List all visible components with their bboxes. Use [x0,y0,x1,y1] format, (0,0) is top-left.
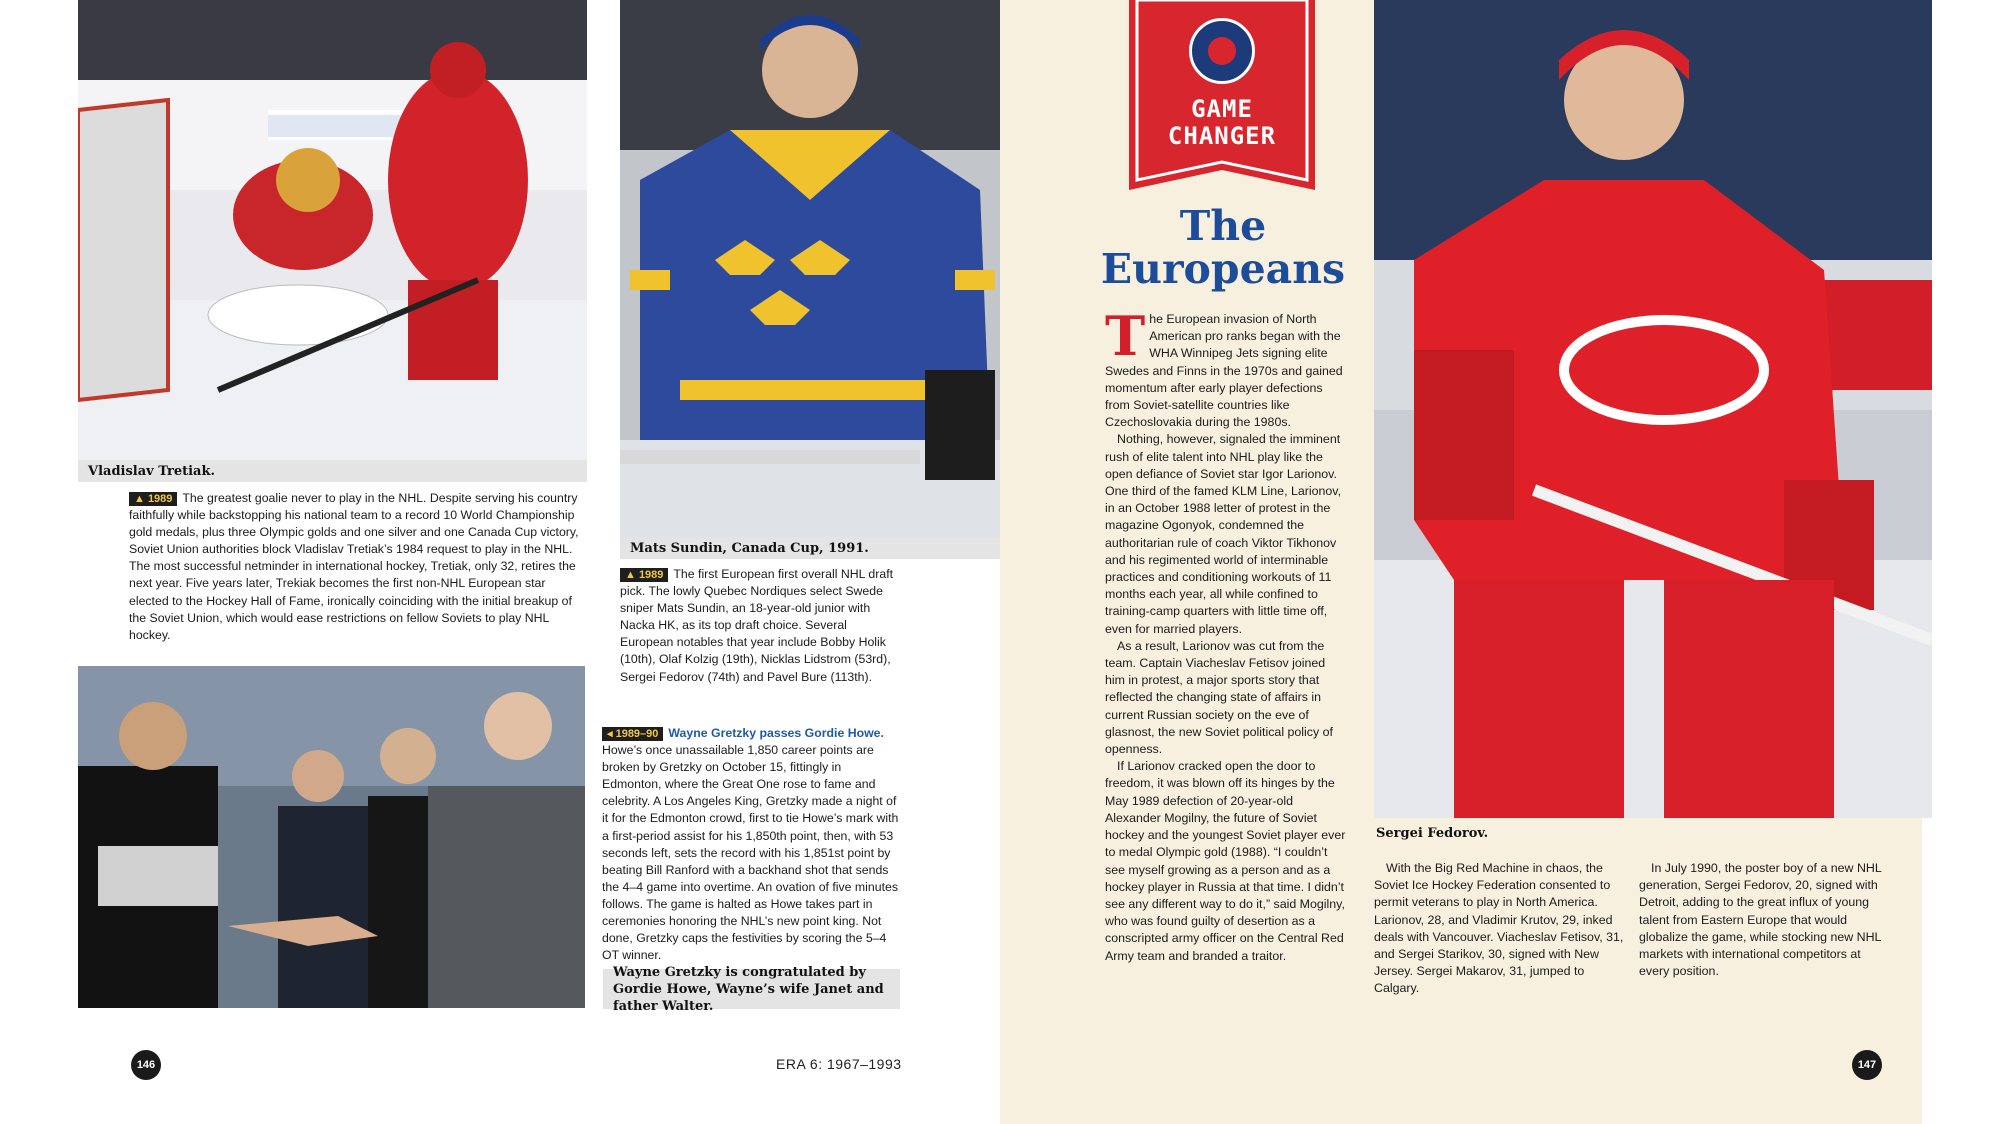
gretzky-headline: Wayne Gretzky passes Gordie Howe. [668,726,884,740]
banner-line-2: CHANGER [1167,122,1277,150]
tretiak-year-tag: ▲ 1989 [129,492,177,506]
tretiak-entry [129,490,583,644]
tretiak-photo [78,0,587,460]
gretzky-photo [78,666,585,1008]
banner-line-1: GAME [1191,95,1253,123]
gretzky-caption: Wayne Gretzky is congratulated by Gordie Howe, Wayne’s wife Janet and father Walter. [603,969,900,1009]
running-head: ERA 6: 1967–1993 [776,1056,902,1072]
fedorov-photo [1374,0,1932,818]
gretzky-year-tag: ◂ 1989–90 [602,727,663,741]
hall-of-fame-logo-icon [1189,18,1255,84]
title-line-1: The [1179,202,1267,250]
left-page-number: 146 [131,1050,161,1080]
article-col-3-text: In July 1990, the poster boy of a new NHL generation, Sergei Fedorov, 20, signed with Detroit, adding to the great influx of young talent from Eastern Europe that would globalize the game, while stocking new NHL markets with international competitors at every position. [1639,861,1882,979]
article-col-2-text: With the Big Red Machine in chaos, the Soviet Ice Hockey Federation consented to permit veterans to play in North America. Larionov, 28, and Vladimir Krutov, 29, inked deals with Vancouver. Viacheslav Fetisov, 31, and Sergei Starikov, 30, signed with New Jersey. Sergei Makarov, 31, jumped to Calgary. [1374,861,1624,996]
gretzky-entry [602,725,902,964]
article-column-3 [1639,860,1883,980]
sundin-year-tag: ▲ 1989 [620,568,668,582]
article-column-1 [1105,304,1347,965]
article-para-4: If Larionov cracked open the door to freedom, it was blown off its hinges by the May 1989 defection of 20-year-old Alexander Mogilny, the future of Soviet hockey and the youngest Soviet player ever to medal Olympic gold (1988). “I couldn’t see myself growing as a person and as a hockey player in Russia at that time. I didn’t see any different way to do it,” said Mogilny, who was found guilty of desertion as a conscripted army officer on the Central Red Army team and branded a traitor. [1105,759,1346,963]
article-para-3: As a result, Larionov was cut from the team. Captain Viacheslav Fetisov joined him in protest, a major sports story that reflected the changing state of affairs in current Russian society on the eve of glasnost, the new Soviet political policy of openness. [1105,638,1333,757]
sundin-caption: Mats Sundin, Canada Cup, 1991. [620,537,1003,559]
right-page-number: 147 [1852,1050,1882,1080]
gretzky-text: Howe’s once unassailable 1,850 career points are broken by Gretzky on October 15, fittingly in Edmonton, where the Great One rose to fame and celebrity. A Los Angeles King, Gretzky made a night of it for the Edmonton crowd, first to tie Howe’s mark with a first-period assist for his 1,850th point, then, with 53 seconds left, sets the record with his 1,851st point by beating Bill Ranford with a backhand shot that sends the 4–4 game into overtime. An ovation of five minutes follows. The game is halted as Howe takes part in ceremonies honoring the NHL’s new point king. Not done, Gretzky caps the festivities by scoring the 5–4 OT winner. [602,743,899,963]
fedorov-caption: Sergei Fedorov. [1376,826,1489,841]
article-title [1090,202,1356,293]
tretiak-caption: Vladislav Tretiak. [78,460,587,482]
title-line-2: Europeans [1100,245,1346,293]
article-para-2: Nothing, however, signaled the imminent rush of elite talent into NHL play like the open defiance of Soviet star Igor Larionov. One third of the famed KLM Line, Larionov, in an October 1988 letter of protest in the magazine Ogonyok, condemned the authoritarian rule of coach Viktor Tikhonov and his regimented world of interminable practices and conditioning workouts of 11 months each year, all while confined to training-camp quarters with little time off, even for married players. [1105,432,1342,636]
banner-text [1129,96,1315,150]
tretiak-text: The greatest goalie never to play in the NHL. Despite serving his country faithfully while backstopping his national team to a record 10 World Championship gold medals, plus three Olympic golds and one silver and one Canada Cup victory, Soviet Union authorities block Vladislav Tretiak’s 1984 request to play in the NHL. The most successful netminder in international hockey, Tretiak, only 32, retires the next year. Five years later, Trekiak becomes the first non-NHL European star elected to the Hockey Hall of Fame, ironically coinciding with the initial breakup of the Soviet Union, which would ease restrictions on fellow Soviets to play NHL hockey. [129,491,579,642]
sundin-photo [620,0,1003,537]
drop-cap: T [1105,304,1146,368]
article-para-1: he European invasion of North American pro ranks began with the WHA Winnipeg Jets signing elite Swedes and Finns in the 1970s and gained momentum after early player defections from Soviet-satellite countries like Czechoslovakia during the 1980s. [1105,312,1343,430]
game-changer-banner [1129,0,1315,190]
sundin-text: The first European first overall NHL draft pick. The lowly Quebec Nordiques select Swede sniper Mats Sundin, an 18-year-old junior with Nacka HK, as its top draft choice. Several European notables that year include Bobby Holik (10th), Olaf Kolzig (19th), Nicklas Lidstrom (53rd), Sergei Fedorov (74th) and Pavel Bure (113th). [620,567,894,684]
article-column-2 [1374,860,1624,998]
sundin-entry [620,566,902,686]
